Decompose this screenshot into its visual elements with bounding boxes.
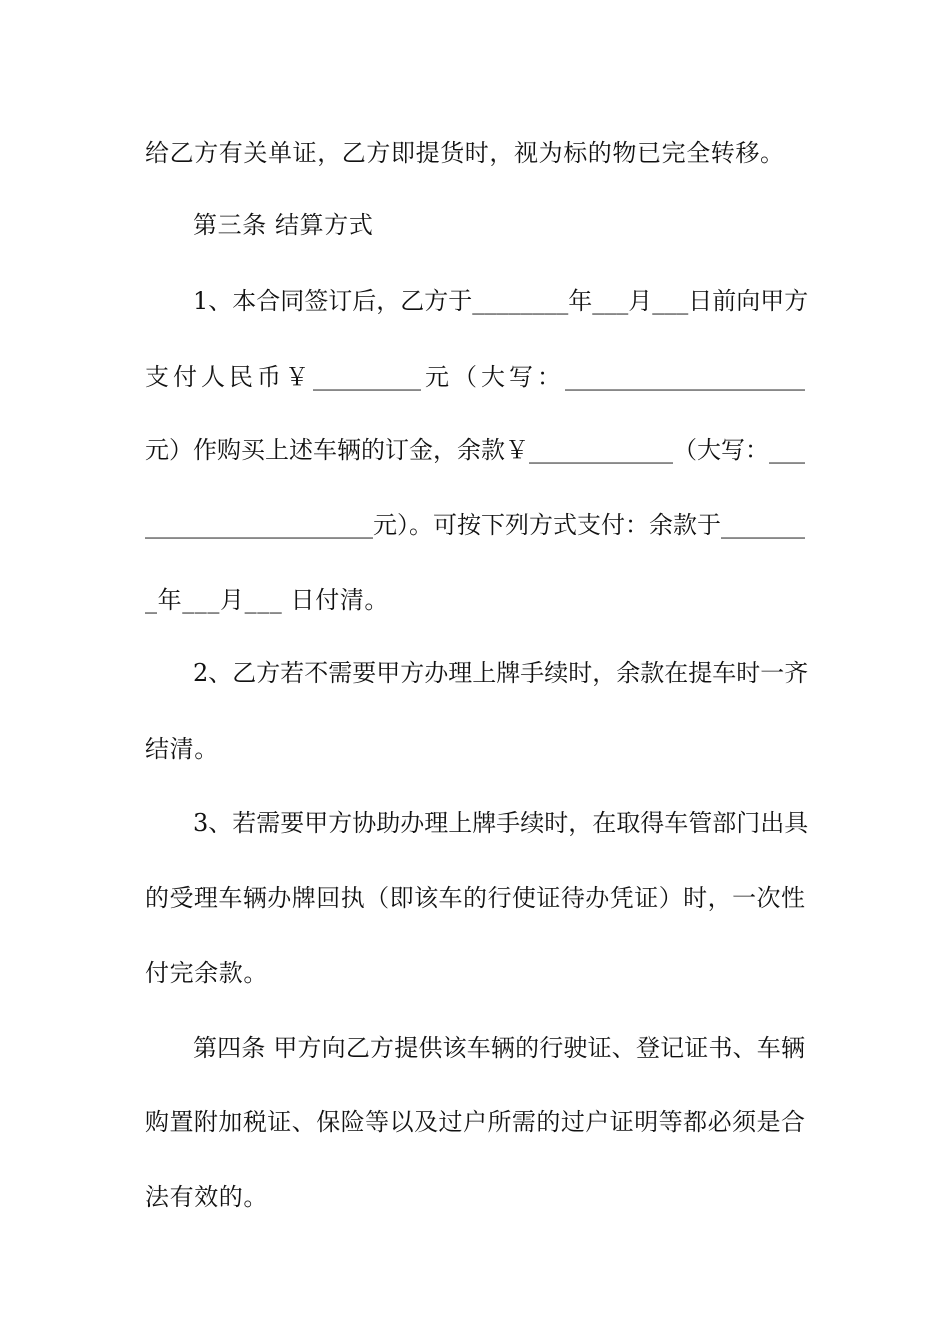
text-line: 购置附加税证、保险等以及过户所需的过户证明等都必须是合 xyxy=(145,1108,805,1136)
section-heading: 第三条 结算方式 xyxy=(193,211,374,239)
text-line: 法有效的。 xyxy=(145,1183,268,1211)
section-heading-line: 第四条 甲方向乙方提供该车辆的行驶证、登记证书、车辆 xyxy=(193,1034,805,1062)
text-line: 支付人民币￥_________元（大写：____________________ xyxy=(145,363,805,391)
text-line: 3、若需要甲方协助办理上牌手续时，在取得车管部门出具 xyxy=(193,809,809,837)
text-line: 2、乙方若不需要甲方办理上牌手续时，余款在提车时一齐 xyxy=(193,659,809,687)
text-line: 1、本合同签订后，乙方于________年___月___日前向甲方 xyxy=(193,287,809,315)
text-line: _年___月___ 日付清。 xyxy=(145,586,390,614)
text-line: 元）作购买上述车辆的订金，余款￥____________（大写：___ xyxy=(145,436,805,464)
text-line: 给乙方有关单证，乙方即提货时，视为标的物已完全转移。 xyxy=(145,139,785,167)
text-line: ___________________元）。可按下列方式支付：余款于_______ xyxy=(145,511,805,539)
text-line: 付完余款。 xyxy=(145,959,268,987)
text-line: 结清。 xyxy=(145,735,219,763)
text-line: 的受理车辆办牌回执（即该车的行使证待办凭证）时，一次性 xyxy=(145,884,805,912)
